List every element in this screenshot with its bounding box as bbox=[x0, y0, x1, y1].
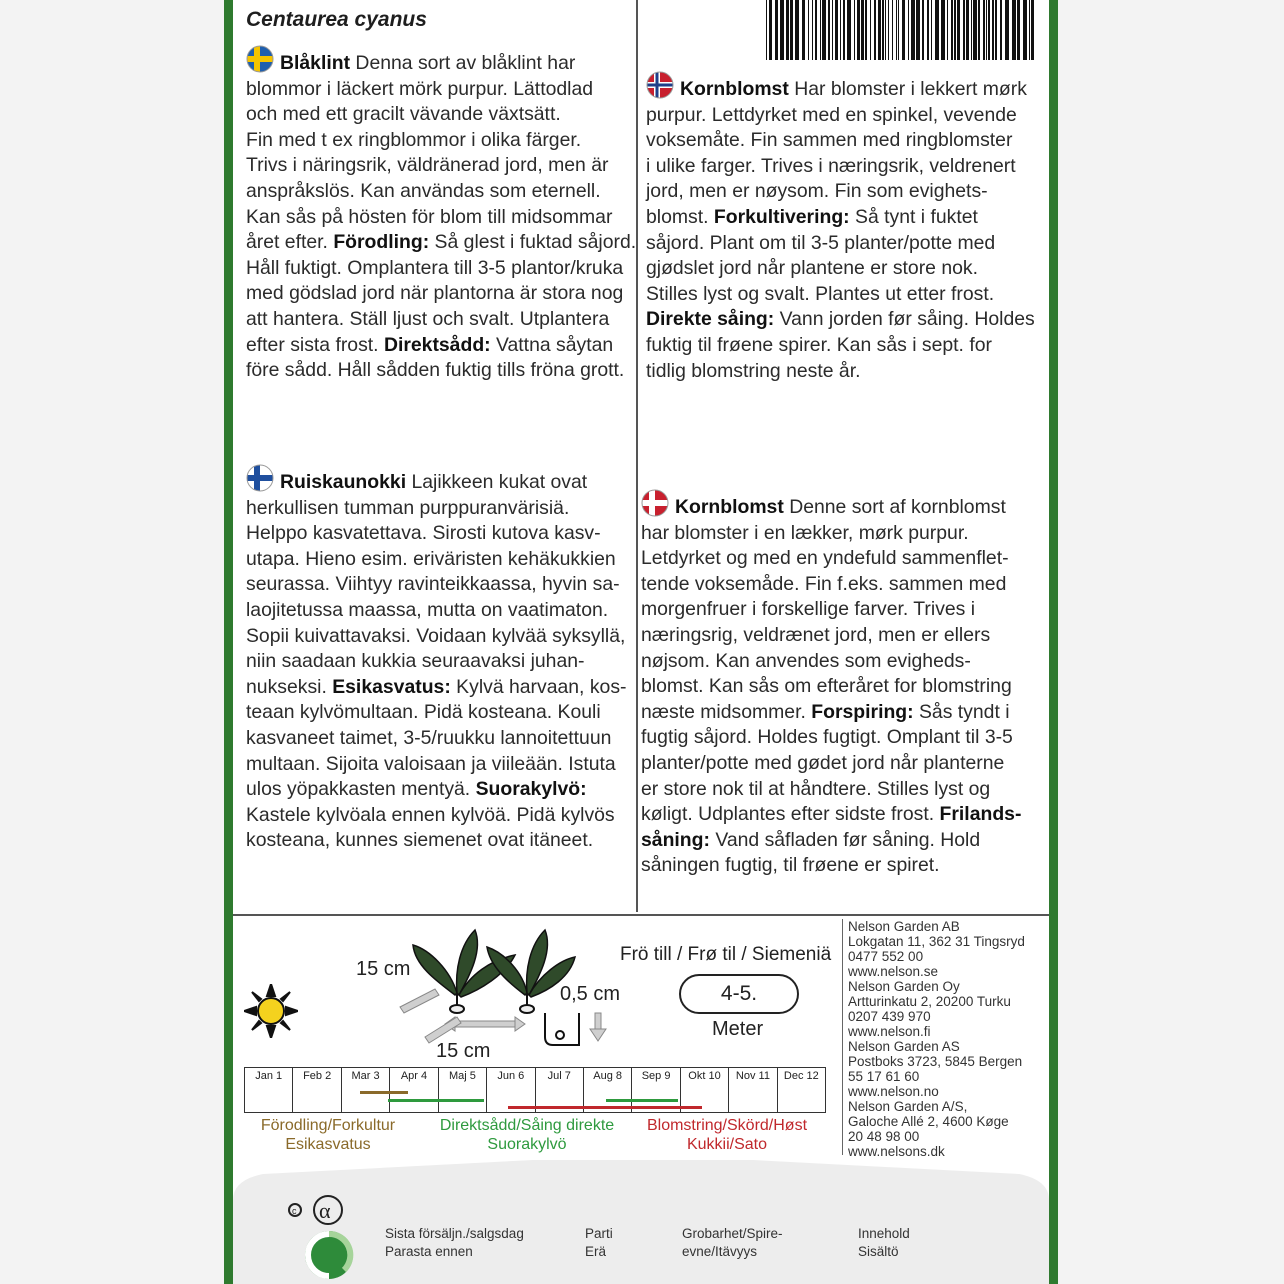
text-run: seurassa. Viihtyy ravinteikkaassa, hyvin sa- bbox=[246, 573, 620, 596]
address-line: Galoche Allé 2, 4600 Køge bbox=[848, 1114, 1009, 1129]
legend-indoor-line-2: Esikasvatus bbox=[285, 1136, 371, 1153]
barcode bbox=[766, 0, 1036, 60]
text-line bbox=[641, 777, 1021, 803]
text-line bbox=[246, 307, 636, 333]
seed-to-value: 4-5. bbox=[679, 974, 799, 1014]
norway-flag-icon bbox=[646, 71, 674, 99]
text-line bbox=[246, 358, 636, 384]
text-run: Lajikkeen kukat ovat bbox=[406, 471, 588, 493]
contents-label bbox=[858, 1225, 910, 1261]
footer-panel bbox=[233, 1160, 1049, 1284]
text-line bbox=[246, 598, 626, 624]
sowing-depth-label: 0,5 cm bbox=[560, 983, 621, 1005]
text-run: Kylvä harvaan, kos- bbox=[450, 675, 627, 698]
bold-heading: Ruiskaunokki bbox=[280, 471, 407, 493]
direct-sowing-bar-autumn bbox=[606, 1099, 678, 1102]
text-run: Vattna såytan bbox=[490, 333, 614, 356]
text-line bbox=[246, 700, 626, 726]
text-run: kosteana, kunnes siemenet ovat itäneet. bbox=[246, 829, 594, 852]
text-run: gjødslet jord når plantene er store nok. bbox=[646, 257, 978, 280]
address-separator bbox=[842, 919, 843, 1155]
text-line bbox=[641, 572, 1021, 598]
text-line bbox=[641, 546, 1021, 572]
text-run: niin saadaan kukkia seuraavaksi juhan- bbox=[246, 650, 585, 673]
bold-heading: Esikasvatus: bbox=[332, 675, 451, 698]
text-run: Stilles lyst og svalt. Plantes ut etter frost. bbox=[646, 282, 995, 305]
text-line bbox=[646, 205, 1035, 231]
text-line bbox=[641, 674, 1021, 700]
text-run: och med ett gracilt vävande växtsätt. bbox=[246, 103, 561, 126]
text-line bbox=[641, 828, 1021, 854]
text-line bbox=[646, 154, 1035, 180]
calendar-month: Okt 10 bbox=[681, 1068, 729, 1112]
text-line bbox=[246, 547, 626, 573]
text-line bbox=[641, 521, 1021, 547]
species-name: Centaurea cyanus bbox=[246, 8, 427, 31]
sell-by-line-1: Sista försäljn./salgsdag bbox=[385, 1226, 524, 1241]
text-run: anspråkslös. Kan användas som eternell. bbox=[246, 179, 601, 202]
company-addresses bbox=[848, 919, 1025, 1159]
text-run: laojitetussa maassa, mutta on vaatimaton. bbox=[246, 598, 609, 621]
address-line: Nelson Garden AS bbox=[848, 1039, 960, 1054]
bold-heading: Forkultivering: bbox=[713, 205, 850, 228]
text-run: Sopii kuivattavaksi. Voidaan kylvää syksyllä, bbox=[246, 624, 626, 647]
finnish-description bbox=[246, 464, 626, 854]
address-line: 20 48 98 00 bbox=[848, 1129, 920, 1144]
text-run: nøjsom. Kan anvendes som evigheds- bbox=[641, 649, 971, 672]
text-line bbox=[641, 649, 1021, 675]
text-line bbox=[641, 853, 1021, 879]
address-line: www.nelsons.dk bbox=[848, 1144, 945, 1159]
text-line bbox=[641, 597, 1021, 623]
row-spacing-label: 15 cm bbox=[356, 958, 411, 980]
text-run: køligt. Udplantes efter sidste frost. bbox=[641, 803, 940, 826]
text-run: tende voksemåde. Fin f.eks. sammen med bbox=[641, 572, 1007, 595]
svg-text:α: α bbox=[319, 1198, 331, 1223]
text-run: fuktig til frøene spirer. Kan sås i sept. for bbox=[646, 333, 992, 356]
contents-line-2: Sisältö bbox=[858, 1244, 899, 1259]
text-line bbox=[246, 102, 636, 128]
text-run: Vann jorden før såing. Holdes bbox=[774, 308, 1035, 331]
company-address-block bbox=[848, 1039, 1025, 1099]
text-run: såjord. Plant om til 3-5 planter/potte med bbox=[646, 231, 996, 254]
calendar-month: Sep 9 bbox=[632, 1068, 680, 1112]
text-line bbox=[646, 282, 1035, 308]
text-line bbox=[646, 71, 1035, 103]
text-line bbox=[641, 489, 1021, 521]
plant-spacing-label: 15 cm bbox=[436, 1040, 491, 1062]
text-line bbox=[646, 333, 1035, 359]
danish-description bbox=[641, 489, 1021, 879]
text-run: purpur. Lettdyrket med en spinkel, vevende bbox=[646, 103, 1017, 126]
legend-direct-sowing bbox=[428, 1116, 626, 1154]
calendar-month: Aug 8 bbox=[584, 1068, 632, 1112]
text-run: med gödslad jord när plantorna är stora nog bbox=[246, 282, 624, 305]
address-line: Nelson Garden Oy bbox=[848, 979, 960, 994]
bold-heading: Förodling: bbox=[333, 231, 430, 254]
bold-heading: Forspiring: bbox=[811, 700, 914, 723]
text-line bbox=[246, 179, 636, 205]
text-line bbox=[641, 802, 1021, 828]
address-line: Artturinkatu 2, 20200 Turku bbox=[848, 994, 1011, 1009]
text-line bbox=[246, 205, 636, 231]
sell-by-label bbox=[385, 1225, 524, 1261]
bold-heading: Kornblomst bbox=[680, 78, 789, 100]
swedish-description bbox=[246, 45, 636, 384]
text-run: Trivs i näringsrik, väldränerad jord, men är bbox=[246, 154, 609, 177]
text-run: næringsrig, veldrænet jord, men er ellers bbox=[641, 623, 991, 646]
packet-left-border bbox=[224, 0, 233, 1284]
legend-flowering bbox=[638, 1116, 816, 1154]
text-line bbox=[646, 128, 1035, 154]
text-run: voksemåte. Fin sammen med ringblomster bbox=[646, 129, 1013, 152]
text-line bbox=[246, 333, 636, 359]
text-line bbox=[641, 700, 1021, 726]
finland-flag-icon bbox=[246, 464, 274, 492]
text-run: året efter. bbox=[246, 231, 334, 254]
address-line: www.nelson.no bbox=[848, 1084, 939, 1099]
text-line bbox=[646, 256, 1035, 282]
sweden-flag-icon bbox=[246, 45, 274, 73]
calendar-month: Jun 6 bbox=[487, 1068, 535, 1112]
batch-line-1: Parti bbox=[585, 1226, 613, 1241]
text-run: Helppo kasvatettava. Sirosti kutova kasv- bbox=[246, 522, 601, 545]
legend-flowering-line-1: Blomstring/Skörd/Høst bbox=[646, 1117, 808, 1134]
text-run: fugtig såjord. Holdes fugtigt. Omplant til 3-5 bbox=[641, 726, 1013, 749]
text-run: blomst. bbox=[646, 205, 714, 228]
text-line bbox=[246, 521, 626, 547]
address-line: 0477 552 00 bbox=[848, 949, 924, 964]
calendar-month: Mar 3 bbox=[342, 1068, 390, 1112]
text-run: Fin med t ex ringblommor i olika färger. bbox=[246, 128, 582, 151]
text-line bbox=[646, 103, 1035, 129]
text-run: herkullisen tumman purppuranvärisiä. bbox=[246, 496, 570, 519]
column-divider bbox=[636, 0, 638, 912]
packet-right-border bbox=[1049, 0, 1058, 1284]
text-line bbox=[246, 281, 636, 307]
text-run: Denna sort av blåklint har bbox=[350, 52, 576, 74]
text-line bbox=[641, 751, 1021, 777]
bold-heading: Suorakylvö: bbox=[475, 778, 587, 801]
text-run: morgenfruer i forskellige farver. Trives i bbox=[641, 598, 976, 621]
flowering-bar bbox=[508, 1106, 702, 1109]
text-run: i ulike farger. Trives i næringsrik, veldrenert bbox=[646, 154, 1016, 177]
text-run: næste midsommer. bbox=[641, 700, 812, 723]
address-line: 0207 439 970 bbox=[848, 1009, 931, 1024]
bold-heading: Blåklint bbox=[280, 52, 351, 74]
section-divider bbox=[233, 914, 1049, 916]
text-line bbox=[246, 752, 626, 778]
germination-line-2: evne/Itävyys bbox=[682, 1244, 758, 1259]
bold-heading: Kornblomst bbox=[675, 496, 784, 518]
text-run: efter sista frost. bbox=[246, 333, 384, 356]
legend-indoor-line-1: Förodling/Forkultur bbox=[260, 1117, 396, 1134]
address-line: Nelson Garden A/S, bbox=[848, 1099, 968, 1114]
norwegian-description bbox=[646, 71, 1035, 384]
full-sun-icon bbox=[244, 984, 298, 1038]
calendar-month: Feb 2 bbox=[293, 1068, 341, 1112]
address-line: Postboks 3723, 5845 Bergen bbox=[848, 1054, 1023, 1069]
text-line bbox=[246, 777, 626, 803]
germination-label bbox=[682, 1225, 783, 1261]
denmark-flag-icon bbox=[641, 489, 669, 517]
bold-heading: Frilands- bbox=[939, 803, 1022, 826]
text-run: kasvaneet taimet, 3-5/ruukku lannoitettuun bbox=[246, 726, 612, 749]
text-line bbox=[246, 45, 636, 77]
text-run: såningen fugtig, til frøene er spiret. bbox=[641, 854, 940, 877]
text-line bbox=[246, 77, 636, 103]
germination-line-1: Grobarhet/Spire- bbox=[682, 1226, 783, 1241]
calendar-month: Apr 4 bbox=[390, 1068, 438, 1112]
text-run: utapa. Hieno esim. eriväristen kehäkukkien bbox=[246, 547, 616, 570]
legend-flowering-line-2: Kukkii/Sato bbox=[686, 1136, 768, 1153]
text-run: er store nok til at håndtere. Stilles lyst og bbox=[641, 777, 991, 800]
seed-to-unit: Meter bbox=[712, 1018, 764, 1040]
text-run: Kastele kylvöala ennen kylvöä. Pidä kylvös bbox=[246, 803, 615, 826]
address-line: 55 17 61 60 bbox=[848, 1069, 920, 1084]
batch-line-2: Erä bbox=[585, 1244, 607, 1259]
text-line bbox=[246, 675, 626, 701]
calendar-month: Dec 12 bbox=[783, 1070, 819, 1082]
text-run: blommor i läckert mörk purpur. Lättodlad bbox=[246, 77, 594, 100]
legend-direct-line-2: Suorakylvö bbox=[487, 1136, 567, 1153]
text-line bbox=[246, 230, 636, 256]
text-line bbox=[246, 572, 626, 598]
bold-heading: såning: bbox=[641, 828, 710, 851]
text-run: ulos yöpakkasten mentyä. bbox=[246, 778, 476, 801]
text-run: Har blomster i lekkert mørk bbox=[788, 78, 1027, 100]
calendar-month: Maj 5 bbox=[439, 1068, 487, 1112]
text-run: jord, men er nøysom. Fin som evighets- bbox=[646, 180, 988, 203]
text-line bbox=[646, 231, 1035, 257]
text-line bbox=[646, 179, 1035, 205]
text-line bbox=[246, 153, 636, 179]
text-run: blomst. Kan sås om efteråret for blomstring bbox=[641, 675, 1012, 698]
text-line bbox=[646, 359, 1035, 385]
text-run: före sådd. Håll sådden fuktig tills fröna grott. bbox=[246, 359, 625, 382]
contents-line-1: Innehold bbox=[858, 1226, 910, 1241]
text-line bbox=[641, 725, 1021, 751]
text-run: Håll fuktigt. Omplantera till 3-5 plantor/kruka bbox=[246, 256, 624, 279]
direct-sowing-bar-spring bbox=[388, 1099, 484, 1102]
alpha-logo-icon bbox=[286, 1193, 348, 1227]
indoor-sowing-bar bbox=[360, 1091, 408, 1094]
text-run: Så tynt i fuktet bbox=[849, 205, 978, 228]
text-line bbox=[246, 496, 626, 522]
calendar-month: Nov 11 bbox=[729, 1068, 777, 1112]
green-dot-recycling-icon bbox=[304, 1230, 354, 1280]
text-line bbox=[641, 623, 1021, 649]
legend-direct-line-1: Direktsådd/Såing direkte bbox=[439, 1117, 615, 1134]
text-run: nukseksi. bbox=[246, 675, 333, 698]
text-run: Så glest i fuktad såjord. bbox=[429, 231, 637, 254]
text-line bbox=[246, 649, 626, 675]
seed-to-label: Frö till / Frø til / Siemeniä bbox=[620, 944, 832, 965]
calendar-month: Jul 7 bbox=[536, 1068, 584, 1112]
text-run: Kan sås på hösten för blom till midsommar bbox=[246, 205, 613, 228]
text-run: Vand såfladen før såning. Hold bbox=[709, 828, 981, 851]
text-line bbox=[246, 726, 626, 752]
text-line bbox=[246, 624, 626, 650]
text-run: Letdyrket og med en yndefuld sammenflet- bbox=[641, 547, 1009, 570]
calendar-month: Jan 1 bbox=[245, 1068, 293, 1112]
text-line bbox=[246, 464, 626, 496]
text-run: multaan. Sijoita valoisaan ja viileään. Istuta bbox=[246, 752, 616, 775]
text-line bbox=[246, 128, 636, 154]
text-run: tidlig blomstring neste år. bbox=[646, 359, 861, 382]
text-line bbox=[646, 307, 1035, 333]
bold-heading: Direkte såing: bbox=[646, 308, 775, 331]
text-run: att hantera. Ställ ljust och svalt. Utplantera bbox=[246, 307, 610, 330]
address-line: www.nelson.fi bbox=[848, 1024, 931, 1039]
text-run: teaan kylvömultaan. Pidä kosteana. Kouli bbox=[246, 701, 601, 724]
address-line: Nelson Garden AB bbox=[848, 919, 960, 934]
company-address-block bbox=[848, 919, 1025, 979]
text-run: Sås tyndt i bbox=[913, 700, 1010, 723]
svg-text:c: c bbox=[292, 1206, 297, 1216]
batch-label bbox=[585, 1225, 613, 1261]
text-line bbox=[246, 803, 626, 829]
text-run: Denne sort af kornblomst bbox=[783, 496, 1006, 518]
text-run: planter/potte med gødet jord når planterne bbox=[641, 751, 1005, 774]
text-line bbox=[246, 828, 626, 854]
company-address-block bbox=[848, 979, 1025, 1039]
text-line bbox=[246, 256, 636, 282]
text-run: har blomster i en lækker, mørk purpur. bbox=[641, 521, 969, 544]
sell-by-line-2: Parasta ennen bbox=[385, 1244, 473, 1259]
bold-heading: Direktsådd: bbox=[383, 333, 491, 356]
address-line: www.nelson.se bbox=[848, 964, 939, 979]
company-address-block bbox=[848, 1099, 1025, 1159]
address-line: Lokgatan 11, 362 31 Tingsryd bbox=[848, 934, 1025, 949]
legend-indoor-sowing bbox=[250, 1116, 406, 1154]
